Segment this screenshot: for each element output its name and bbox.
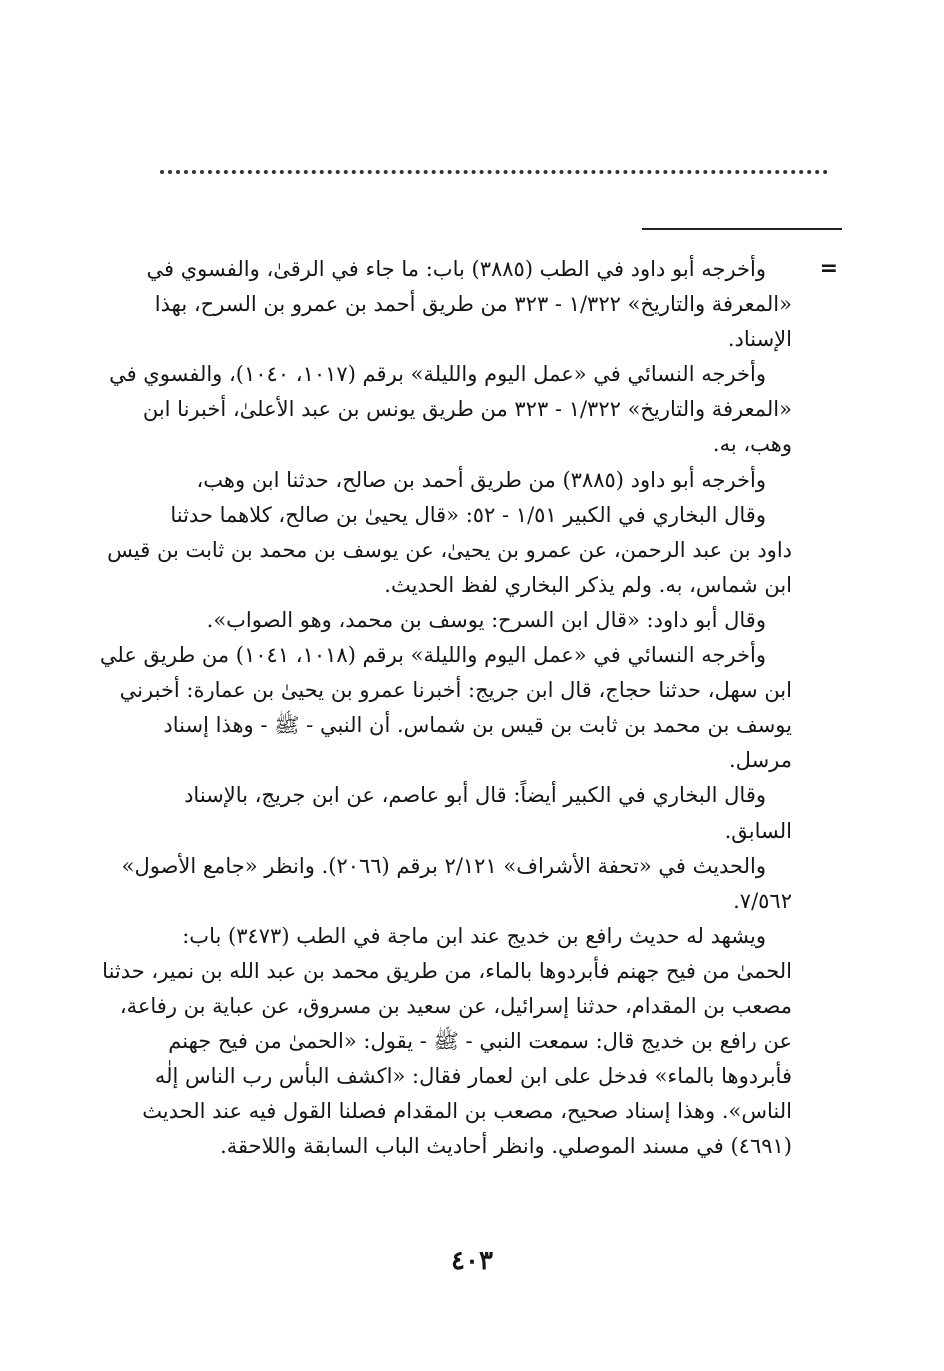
text-line: وأخرجه النسائي في «عمل اليوم والليلة» برقم (١٠١٨، ١٠٤١) من طريق علي bbox=[99, 643, 766, 668]
text-line: وقال أبو داود: «قال ابن السرح: يوسف بن محمد، وهو الصواب». bbox=[206, 607, 766, 632]
text-line: ٧/٥٦٢. bbox=[733, 888, 792, 913]
text-line: وقال البخاري في الكبير ١/٥١ - ٥٢: «قال يحيىٰ بن صالح، كلاهما حدثنا bbox=[170, 502, 766, 527]
text-line: الناس». وهذا إسناد صحيح، مصعب بن المقدام فصلنا القول فيه عند الحديث bbox=[142, 1099, 792, 1124]
dotted-separator bbox=[160, 150, 828, 174]
text-line: ويشهد له حديث رافع بن خديج عند ابن ماجة في الطب (٣٤٧٣) باب: bbox=[182, 923, 766, 948]
text-line: وأخرجه النسائي في «عمل اليوم والليلة» برقم (١٠١٧، ١٠٤٠)، والفسوي في bbox=[109, 362, 766, 387]
text-line: وأخرجه أبو داود في الطب (٣٨٨٥) باب: ما جاء في الرقىٰ، والفسوي في bbox=[146, 257, 766, 281]
footnote-rule bbox=[642, 228, 842, 230]
text-line: (٤٦٩١) في مسند الموصلي. وانظر أحاديث الباب السابقة واللاحقة. bbox=[220, 1134, 792, 1159]
text-line: «المعرفة والتاريخ» ١/٣٢٢ - ٣٢٣ من طريق أحمد بن عمرو بن السرح، بهذا bbox=[154, 292, 792, 317]
text-line: داود بن عبد الرحمن، عن عمرو بن يحيىٰ، عن يوسف بن محمد بن ثابت بن قيس bbox=[107, 537, 792, 562]
text-line: وقال البخاري في الكبير أيضاً: قال أبو عاصم، عن ابن جريج، بالإسناد bbox=[184, 783, 766, 808]
text-line: ابن سهل، حدثنا حجاج، قال ابن جريج: أخبرنا عمرو بن يحيىٰ بن عمارة: أخبرني bbox=[119, 678, 792, 703]
page-number: ٤٠٣ bbox=[451, 1246, 493, 1276]
text-line: يوسف بن محمد بن ثابت بن قيس بن شماس. أن النبي - ﷺ - وهذا إسناد bbox=[163, 713, 792, 738]
text-line: وأخرجه أبو داود (٣٨٨٥) من طريق أحمد بن صالح، حدثنا ابن وهب، bbox=[196, 467, 766, 492]
text-line: والحديث في «تحفة الأشراف» ٢/١٢١ برقم (٢٠٦٦). وانظر «جامع الأصول» bbox=[121, 853, 766, 878]
text-line: فأبردوها بالماء» فدخل على ابن لعمار فقال: «اكشف البأس رب الناس إلٰه bbox=[154, 1064, 792, 1089]
text-line: مصعب بن المقدام، حدثنا إسرائيل، عن سعيد بن مسروق، عن عباية بن رفاعة، bbox=[119, 993, 792, 1018]
text-line: وهب، به. bbox=[712, 432, 792, 457]
text-line: الحمىٰ من فيح جهنم فأبردوها بالماء، من طريق محمد بن عبد الله بن نمير، حدثنا bbox=[102, 958, 792, 983]
text-line: الإسناد. bbox=[727, 327, 792, 352]
text-line: عن رافع بن خديج قال: سمعت النبي - ﷺ - يقول: «الحمىٰ من فيح جهنم bbox=[168, 1029, 792, 1054]
footnote-text bbox=[99, 252, 792, 1164]
continuation-marker: = bbox=[819, 256, 838, 281]
text-line: السابق. bbox=[724, 818, 792, 843]
text-line: ابن شماس، به. ولم يذكر البخاري لفظ الحديث. bbox=[384, 572, 792, 597]
text-line: «المعرفة والتاريخ» ١/٣٢٢ - ٣٢٣ من طريق يونس بن عبد الأعلىٰ، أخبرنا ابن bbox=[142, 397, 792, 422]
text-line: مرسل. bbox=[728, 748, 792, 773]
